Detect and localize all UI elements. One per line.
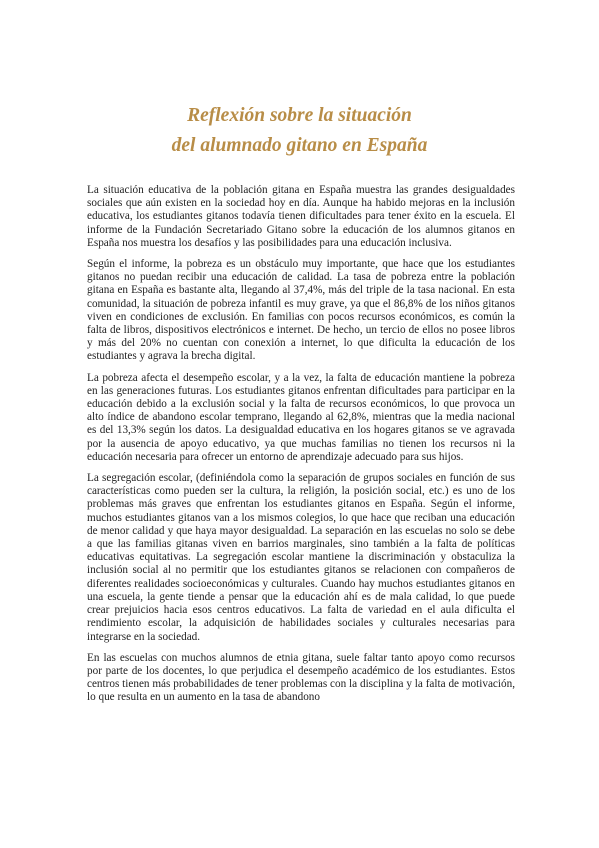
- title-line-1: Reflexión sobre la situación: [187, 105, 412, 127]
- body-text: [87, 184, 515, 713]
- paragraph: Según el informe, la pobreza es un obstáculo muy importante, que hace que los estudiantes gitanos no puedan recibir una educación de calidad. La tasa de pobreza entre la población gitana en España es bastante alta, llegando al 37,4%, más del triple de la tasa nacional. En esta comunidad, la situación de pobreza infantil es muy grave, ya que el 86,8% de los niños gitanos viven en condiciones de exclusión. En familias con pocos recursos económicos, es común la falta de libros, dispositivos electrónicos e internet. De hecho, un tercio de ellos no posee libros y más del 20% no cuentan con conexión a internet, lo que dificulta la educación de los estudiantes y agrava la brecha digital.: [87, 258, 515, 363]
- page-title: [0, 101, 599, 161]
- paragraph: La pobreza afecta el desempeño escolar, y a la vez, la falta de educación mantiene la pobreza en las generaciones futuras. Los estudiantes gitanos enfrentan dificultades para participar en la educación debido a la exclusión social y la falta de recursos económicos, lo que provoca un alto índice de abandono escolar temprano, llegando al 62,8%, mientras que la media nacional es del 13,3% según los datos. La desigualdad educativa en los hogares gitanos se ve agravada por la ausencia de apoyo educativo, ya que muchas familias no tienen los recursos ni la educación necesaria para ofrecer un entorno de aprendizaje adecuado para sus hijos.: [87, 371, 515, 463]
- paragraph: La situación educativa de la población gitana en España muestra las grandes desigualdades sociales que aún existen en la sociedad hoy en día. Aunque ha habido mejoras en la inclusión educativa, los estudiantes gitanos todavía tienen dificultades para tener éxito en la escuela. El informe de la Fundación Secretariado Gitano sobre la educación de los alumnos gitanos en España nos muestra los desafíos y las posibilidades para una educación inclusiva.: [87, 184, 515, 249]
- paragraph: En las escuelas con muchos alumnos de etnia gitana, suele faltar tanto apoyo como recursos por parte de los docentes, lo que perjudica el desempeño académico de los estudiantes. Estos centros tienen más probabilidades de tener problemas con la disciplina y la falta de motivación, lo que resulta en un aumento en la tasa de abandono: [87, 651, 515, 704]
- paragraph: La segregación escolar, (definiéndola como la separación de grupos sociales en función de sus características como pueden ser la cultura, la religión, la posición social, etc.) es uno de los problemas más graves que enfrentan los estudiantes gitanos en España. Según el informe, muchos estudiantes gitanos van a los mismos colegios, lo que hace que reciban una educación de menor calidad y que haya mayor desigualdad. La separación en las escuelas no solo se debe a que las familias gitanas viven en barrios marginales, sino también a la falta de políticas educativas equitativas. La segregación escolar mantiene la discriminación y obstaculiza la inclusión social al no permitir que los estudiantes gitanos se relacionen con compañeros de diferentes realidades socioeconómicas y culturales. Cuando hay muchos estudiantes gitanos en una escuela, la gente tiende a pensar que la educación ahí es de mala calidad, lo que puede crear prejuicios hacia esos centros educativos. La falta de variedad en el aula dificulta el rendimiento escolar, la adquisición de habilidades sociales y culturales necesarias para integrarse en la sociedad.: [87, 472, 515, 643]
- title-line-2: del alumnado gitano en España: [171, 135, 428, 157]
